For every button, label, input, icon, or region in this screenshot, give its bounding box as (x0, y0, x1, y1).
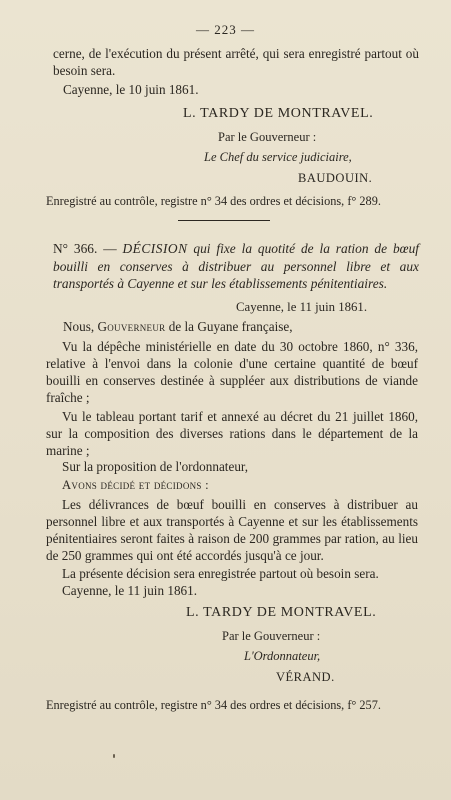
chief-name: BAUDOUIN. (298, 171, 373, 185)
gouverneur-word: Gouverneur (97, 319, 166, 334)
page-number: — 223 — (196, 22, 255, 37)
first-date-line: Cayenne, le 10 juin 1861. (63, 82, 199, 97)
decision-title-word: DÉCISION (122, 241, 188, 256)
proposition-line: Sur la proposition de l'ordonnateur, (62, 459, 249, 474)
first-by-governor: Par le Gouverneur : (218, 130, 317, 144)
continuation-paragraph: cerne, de l'exécution du présent arrêté, qui sera enregistré partout où besoin sera. (53, 46, 419, 78)
vu-paragraph-1: Vu la dépêche ministérielle en date du 30 octobre 1860, n° 336, relative à l'envoi dans la colonie d'une certaine quantité de bœuf bouilli en conserves destinée à suppléer aux distributions de viande fraîche ; (46, 339, 418, 405)
second-registration: Enregistré au contrôle, registre n° 34 des ordres et décisions, f° 257. (46, 698, 381, 712)
avons-line: Avons décidé et décidons : (62, 478, 209, 492)
closing-date-line: Cayenne, le 11 juin 1861. (62, 583, 198, 598)
decision-date-line: Cayenne, le 11 juin 1861. (236, 300, 368, 314)
decision-title: qui fixe la quotité de la ration de bœuf bouilli en conserves à distribuer au personnel libre et aux transportés à Cayenne et sur les établissements pénitentiaires. (53, 241, 419, 291)
decision-heading (53, 240, 419, 293)
second-signatory: L. TARDY DE MONTRAVEL. (186, 605, 377, 620)
vu-paragraph-2: Vu le tableau portant tarif et annexé au décret du 21 juillet 1860, sur la composition des diverses rations dans le département de la marine ; (46, 409, 418, 458)
ink-speck (113, 754, 115, 758)
ordonnateur-name: VÉRAND. (276, 670, 335, 684)
second-by-governor: Par le Gouverneur : (222, 629, 321, 643)
nous-rest: de la Guyane française, (168, 319, 293, 334)
section-divider (178, 220, 270, 221)
article-paragraph: Les délivrances de bœuf bouilli en conserves à distribuer au personnel libre et aux transportés à Cayenne et sur les établissements pénitentiaires seront faites à raison de 200 grammes par ration, au lieu de 250 grammes qui ont été accordés jusqu'à ce jour. (46, 497, 418, 563)
ordonnateur-title: L'Ordonnateur, (244, 649, 321, 663)
first-signatory: L. TARDY DE MONTRAVEL. (183, 106, 374, 121)
nous-line (63, 319, 293, 335)
chief-title: Le Chef du service judiciaire, (204, 150, 352, 164)
nous-word: Nous, (63, 319, 95, 334)
decision-number: N° 366. — (53, 241, 117, 256)
enregistree-line: La présente décision sera enregistrée partout où besoin sera. (62, 566, 379, 581)
first-registration: Enregistré au contrôle, registre n° 34 des ordres et décisions, f° 289. (46, 194, 381, 208)
